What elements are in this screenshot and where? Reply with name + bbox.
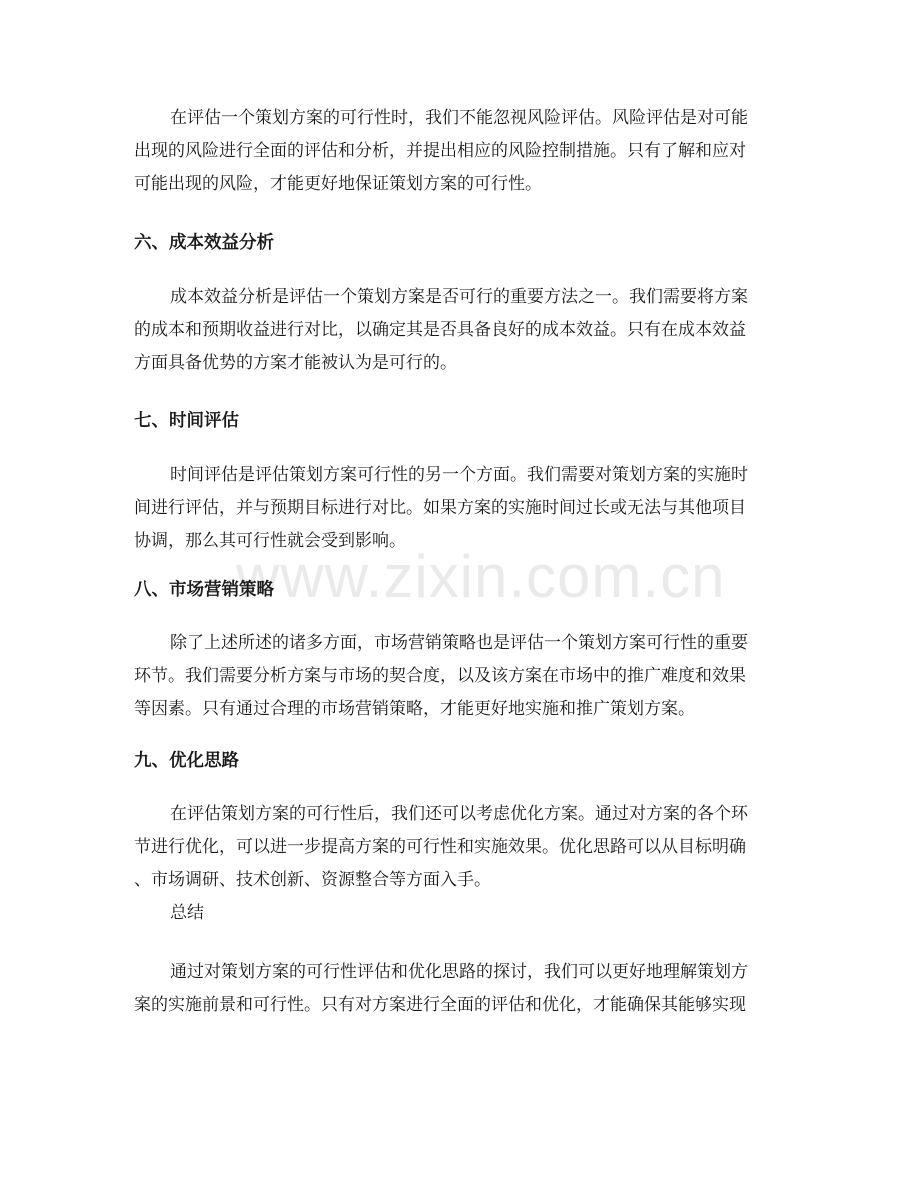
- paragraph-line: 的成本和预期收益进行对比，以确定其是否具备良好的成本效益。只有在成本效益: [134, 320, 746, 340]
- marketing-strategy-paragraph: [134, 627, 794, 726]
- paragraph-line: 、市场调研、技术创新、资源整合等方面入手。: [134, 870, 491, 890]
- section-heading-optimization: 九、优化思路: [134, 751, 239, 771]
- paragraph-line: 出现的风险进行全面的评估和分析，并提出相应的风险控制措施。只有了解和应对: [134, 141, 746, 161]
- paragraph-line: 在评估一个策划方案的可行性时，我们不能忽视风险评估。风险评估是对可能: [170, 108, 748, 128]
- paragraph-line: 案的实施前景和可行性。只有对方案进行全面的评估和优化，才能确保其能够实现: [134, 995, 746, 1015]
- summary-label: [134, 897, 794, 930]
- summary-paragraph: [134, 956, 794, 1022]
- paragraph-line: 方面具备优势的方案才能被认为是可行的。: [134, 353, 457, 373]
- paragraph-line: 时间评估是评估策划方案可行性的另一个方面。我们需要对策划方案的实施时: [170, 465, 748, 485]
- optimization-paragraph: [134, 798, 794, 897]
- paragraph-line: 在评估策划方案的可行性后，我们还可以考虑优化方案。通过对方案的各个环: [170, 804, 748, 824]
- section-heading-cost-benefit: 六、成本效益分析: [134, 233, 274, 253]
- paragraph-line: 可能出现的风险，才能更好地保证策划方案的可行性。: [134, 174, 542, 194]
- watermark: www.zixin.com.cn: [236, 543, 726, 610]
- cost-benefit-paragraph: [134, 281, 794, 380]
- paragraph-line: 协调，那么其可行性就会受到影响。: [134, 531, 406, 551]
- paragraph-line: 通过对策划方案的可行性评估和优化思路的探讨，我们可以更好地理解策划方: [170, 962, 748, 982]
- paragraph-line: 节进行优化，可以进一步提高方案的可行性和实施效果。优化思路可以从目标明确: [134, 837, 746, 857]
- risk-assessment-paragraph: [134, 102, 794, 201]
- paragraph-line: 间进行评估，并与预期目标进行对比。如果方案的实施时间过长或无法与其他项目: [134, 498, 746, 518]
- section-heading-time-assessment: 七、时间评估: [134, 411, 239, 431]
- paragraph-line: 成本效益分析是评估一个策划方案是否可行的重要方法之一。我们需要将方案: [170, 287, 748, 307]
- paragraph-line: 等因素。只有通过合理的市场营销策略，才能更好地实施和推广策划方案。: [134, 699, 695, 719]
- time-assessment-paragraph: [134, 459, 794, 558]
- paragraph-line: 除了上述所述的诸多方面，市场营销策略也是评估一个策划方案可行性的重要: [170, 633, 748, 653]
- summary-label-text: 总结: [170, 903, 204, 923]
- section-heading-marketing-strategy: 八、市场营销策略: [134, 580, 274, 600]
- paragraph-line: 环节。我们需要分析方案与市场的契合度，以及该方案在市场中的推广难度和效果: [134, 666, 746, 686]
